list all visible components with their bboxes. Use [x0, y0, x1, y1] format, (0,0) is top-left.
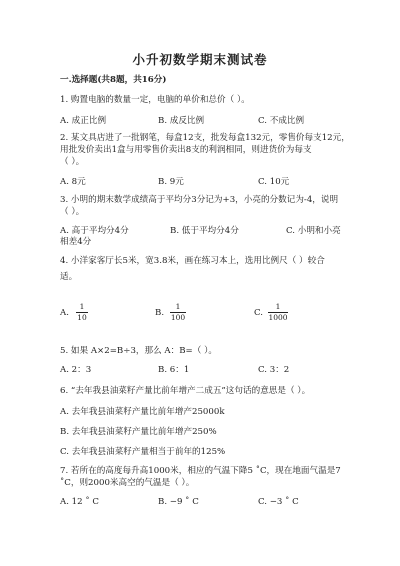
option-b: B. 低于平均分4分 [170, 226, 239, 236]
question-stem-line-1: 2. 某文具店进了一批钢笔，每盒12支，批发每盒132元，零售价每支12元， [60, 133, 350, 143]
option-b: B. −9 ˚ C [158, 497, 199, 507]
fraction-numerator: 1 [175, 302, 181, 311]
option-b: B. 成反比例 [158, 116, 205, 126]
page-title: 小升初数学期末测试卷 [132, 52, 268, 67]
question-stem: 6. “去年我县油菜籽产量比前年增产二成五”这句话的意思是（ ）。 [60, 386, 311, 396]
question-stem-line-2: 适。 [60, 272, 78, 282]
question-stem-line-2: 用批发价卖出1盒与用零售价卖出8支的利润相同，则进货价为每支 [60, 145, 312, 155]
fraction-numerator: 1 [275, 302, 281, 311]
option-c: C. 3：2 [258, 365, 290, 375]
option-a-fraction [76, 303, 88, 322]
question-stem-line-2: （ ）。 [60, 207, 85, 217]
fraction-denominator: 100 [170, 313, 186, 322]
option-a-label: A. [60, 308, 69, 318]
option-b: B. 去年我县油菜籽产量比前年增产250% [60, 427, 217, 437]
option-c: C. 10元 [258, 177, 290, 187]
question-stem-line-3: （ ）。 [60, 157, 85, 167]
fraction-denominator: 1000 [268, 313, 288, 322]
option-a: A. 高于平均分4分 [60, 226, 129, 236]
option-a: A. 2：3 [60, 365, 92, 375]
option-a: A. 成正比例 [60, 116, 107, 126]
fraction-denominator: 10 [77, 313, 87, 322]
option-c-line-2: 相差4分 [60, 237, 92, 247]
option-a: A. 去年我县油菜籽产量比前年增产25000k [60, 407, 225, 417]
question-stem: 5. 如果 A×2=B÷3，那么 A：B=（ ）。 [60, 346, 217, 356]
option-a: A. 12 ˚ C [60, 497, 99, 507]
fraction-numerator: 1 [79, 302, 85, 311]
question-stem-line-1: 4. 小洋家客厅长5米，宽3.8米，画在练习本上，选用比例尺（ ）较合 [60, 256, 325, 266]
option-c: C. 去年我县油菜籽产量相当于前年的125% [60, 447, 226, 457]
option-b: B. 6：1 [158, 365, 190, 375]
option-c-fraction [268, 303, 288, 322]
question-stem-line-2: ˚C，则2000米高空的气温是（ ）。 [60, 478, 195, 488]
option-b-label: B. [155, 308, 165, 318]
option-c: C. −3 ˚ C [258, 497, 299, 507]
question-stem-line-1: 3. 小明的期末数学成绩高于平均分3分记为+3，小亮的分数记为-4，说明 [60, 195, 339, 205]
question-stem: 1. 购置电脑的数量一定，电脑的单价和总价（ ）。 [60, 95, 250, 105]
option-b: B. 9元 [158, 177, 184, 187]
section-heading: 一.选择题(共8题，共16分) [60, 75, 167, 85]
question-stem-line-1: 7. 若所在的高度每升高1000米，相应的气温下降5 ˚C，现在地面气温是7 [60, 466, 341, 476]
option-c-label: C. [254, 308, 264, 318]
option-c-line-1: C. 小明和小亮 [286, 226, 341, 236]
option-a: A. 8元 [60, 177, 86, 187]
option-c: C. 不成比例 [258, 116, 305, 126]
option-b-fraction [170, 303, 186, 322]
